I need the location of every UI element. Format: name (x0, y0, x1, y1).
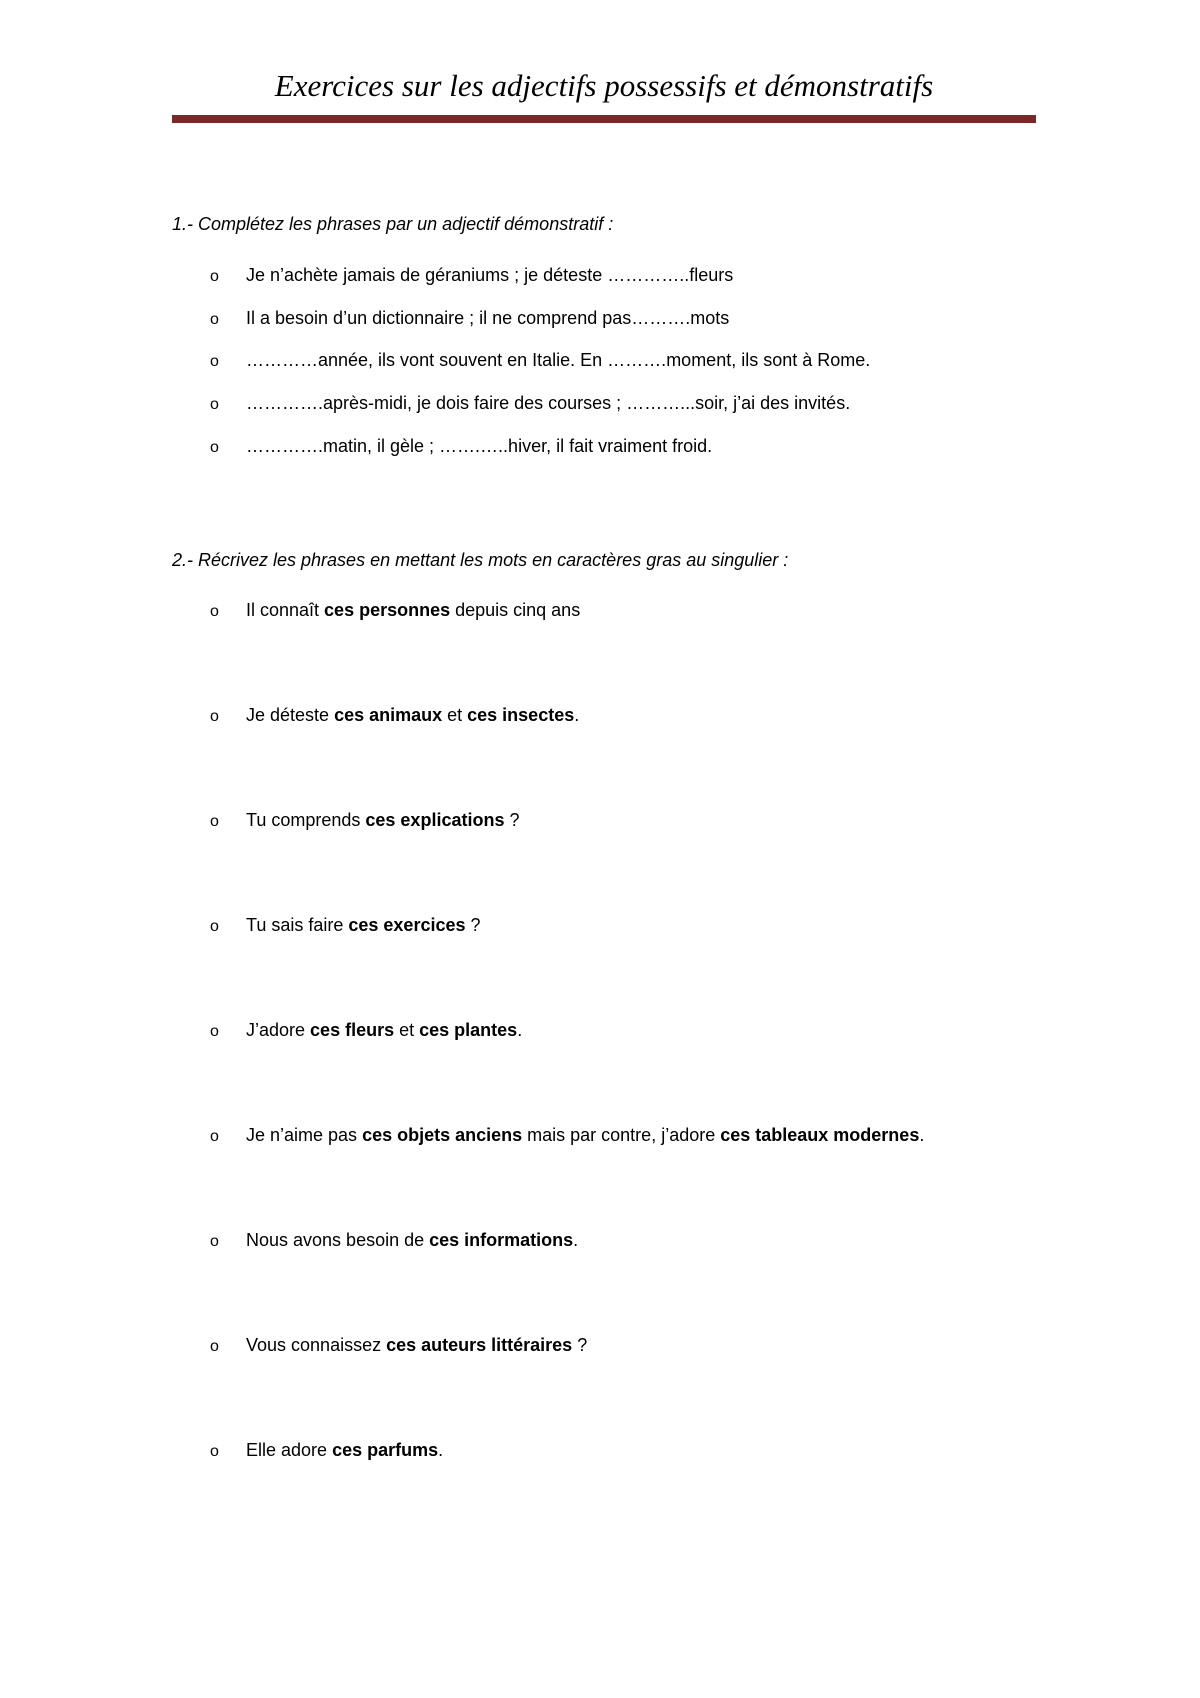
bullet-icon: o (210, 1338, 219, 1355)
title-underline-rule (172, 115, 1036, 123)
section-2-item-text: Tu comprends ces explications ? (246, 810, 520, 830)
bold-words: ces auteurs littéraires (386, 1335, 573, 1355)
section-2-item (210, 810, 519, 831)
bold-words: ces explications (365, 810, 505, 830)
bold-words: ces parfums (332, 1440, 439, 1460)
section-1-heading: 1.- Complétez les phrases par un adjectif démonstratif : (172, 214, 614, 234)
section-2-item (210, 1125, 924, 1146)
section-2-item (210, 1335, 587, 1356)
section-1-item (210, 308, 729, 329)
section-2-item (210, 915, 481, 936)
section-2-item-text: Vous connaissez ces auteurs littéraires ? (246, 1335, 588, 1355)
bold-words: ces tableaux modernes (720, 1125, 920, 1145)
section-1-item-text: ………….matin, il gèle ; …….…..hiver, il fait vraiment froid. (246, 436, 713, 456)
section-1-item-text: ………….après-midi, je dois faire des courses ; ………...soir, j’ai des invités. (246, 393, 851, 413)
document-title: Exercices sur les adjectifs possessifs et démonstratifs (274, 68, 934, 103)
bullet-icon: o (210, 708, 219, 725)
bullet-icon: o (210, 311, 219, 328)
bullet-icon: o (210, 813, 219, 830)
section-2-heading: 2.- Récrivez les phrases en mettant les mots en caractères gras au singulier : (172, 550, 789, 570)
bold-words: ces animaux (334, 705, 443, 725)
bullet-icon: o (210, 918, 219, 935)
bullet-icon: o (210, 268, 219, 285)
section-1-item (210, 436, 712, 457)
bullet-icon: o (210, 1233, 219, 1250)
bullet-icon: o (210, 1023, 219, 1040)
bold-words: ces informations (429, 1230, 574, 1250)
section-1-item (210, 350, 870, 371)
section-1-item-text: …………année, ils vont souvent en Italie. En ……….moment, ils sont à Rome. (246, 350, 871, 370)
section-2-item (210, 705, 579, 726)
bold-words: ces plantes (419, 1020, 518, 1040)
bullet-icon: o (210, 353, 219, 370)
section-2-item (210, 600, 580, 621)
section-1-item-text: Il a besoin d’un dictionnaire ; il ne comprend pas……….mots (246, 308, 730, 328)
bullet-icon: o (210, 1443, 219, 1460)
section-1-item-text: Je n’achète jamais de géraniums ; je déteste …………..fleurs (246, 265, 734, 285)
section-2-item-text: Je n’aime pas ces objets anciens mais par contre, j’adore ces tableaux modernes. (246, 1125, 925, 1145)
bold-words: ces objets anciens (362, 1125, 523, 1145)
section-2-item-text: Il connaît ces personnes depuis cinq ans (246, 600, 581, 620)
section-2-item-text: Elle adore ces parfums. (246, 1440, 444, 1460)
section-2-item-text: Nous avons besoin de ces informations. (246, 1230, 579, 1250)
section-1-item (210, 393, 850, 414)
section-2-item-text: Tu sais faire ces exercices ? (246, 915, 481, 935)
section-1-item (210, 265, 733, 286)
bold-words: ces personnes (324, 600, 451, 620)
section-2-item (210, 1440, 443, 1461)
bold-words: ces insectes (467, 705, 575, 725)
bullet-icon: o (210, 603, 219, 620)
bullet-icon: o (210, 396, 219, 413)
section-2-item-text: J’adore ces fleurs et ces plantes. (246, 1020, 523, 1040)
bold-words: ces fleurs (310, 1020, 395, 1040)
bullet-icon: o (210, 439, 219, 456)
section-2-item (210, 1230, 578, 1251)
section-2-item (210, 1020, 522, 1041)
bullet-icon: o (210, 1128, 219, 1145)
bold-words: ces exercices (348, 915, 466, 935)
section-2-item-text: Je déteste ces animaux et ces insectes. (246, 705, 580, 725)
